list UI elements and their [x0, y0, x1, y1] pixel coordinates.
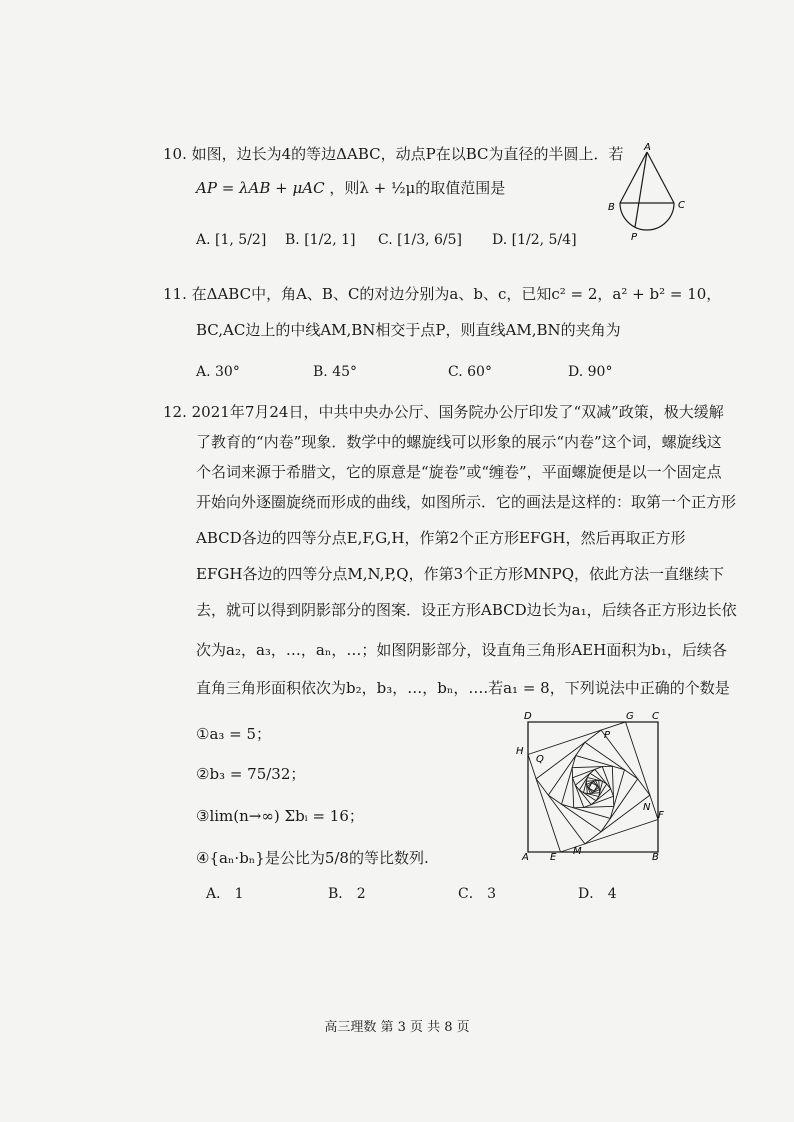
- q12-option-d-label: D．: [578, 886, 604, 902]
- q12-option-a: [206, 884, 244, 904]
- spiral-square: [548, 742, 637, 831]
- spiral-square: [579, 773, 606, 800]
- page-footer: 高三理数 第 3 页 共 8 页: [324, 1020, 470, 1035]
- q11-option-b-label: B.: [313, 364, 328, 380]
- q12-option-c: [458, 884, 496, 904]
- q10-fig-edge-ac: [647, 152, 674, 203]
- q10-fig-label-b: B: [608, 202, 615, 213]
- q10-option-c-value: [1/3, 6/5]: [397, 232, 463, 248]
- q11-option-a-label: A.: [196, 364, 211, 380]
- q12-option-c-value: 3: [487, 886, 497, 902]
- q11-option-c-label: C.: [448, 364, 463, 380]
- q12-fig-label-n: N: [643, 802, 651, 813]
- q12-statement-1: ①a₃ = 5；: [196, 725, 272, 743]
- spiral-square: [528, 722, 658, 852]
- q12-number: 12.: [163, 403, 187, 421]
- q11-option-c-value: 60°: [467, 364, 492, 380]
- q12-fig-label-f: F: [658, 810, 664, 821]
- q11-number: 11.: [163, 285, 187, 303]
- q12-fig-label-c: C: [652, 711, 659, 722]
- q11-option-a: [196, 362, 240, 382]
- q12-text-1: 2021年7月24日，中共中央办公厅、国务院办公厅印发了“双减”政策，极大缓解: [191, 403, 724, 421]
- q12-option-a-value: 1: [234, 886, 244, 902]
- q10-line1: [163, 144, 624, 164]
- q12-fig-label-e: E: [550, 852, 557, 863]
- q12-option-a-label: A．: [206, 886, 231, 902]
- q10-option-d-label: D.: [492, 232, 508, 248]
- q12-option-b-label: B．: [328, 886, 353, 902]
- q10-number: 10.: [163, 145, 187, 163]
- q10-option-a-label: A.: [196, 232, 211, 248]
- q11-option-b: [313, 362, 357, 382]
- q11-line1: [163, 284, 721, 304]
- q10-option-b: [285, 230, 355, 250]
- q10-option-b-label: B.: [285, 232, 300, 248]
- q12-fig-label-b: B: [652, 852, 659, 863]
- q12-text-8: 次为a₂，a₃，…，aₙ，…；如图阴影部分，设直角三角形AEH面积为b₁，后续各: [196, 641, 727, 659]
- q12-fig-label-h: H: [516, 746, 524, 757]
- q12-option-b: [328, 884, 366, 904]
- q10-option-c: [378, 230, 462, 250]
- q12-figure-spiral-squares: [512, 704, 672, 864]
- q12-fig-label-a: A: [522, 852, 529, 863]
- spiral-square: [573, 767, 614, 808]
- q10-option-d: [492, 230, 577, 250]
- spiral-square: [562, 756, 625, 819]
- q11-option-b-value: 45°: [332, 364, 358, 380]
- q10-fig-label-c: C: [678, 200, 685, 211]
- spiral-square: [587, 781, 600, 794]
- q12-text-4: 开始向外逐圈旋绕而形成的曲线，如图所示．它的画法是这样的：取第一个正方形: [196, 493, 737, 511]
- spiral-square: [528, 722, 658, 852]
- q12-text-7: 去，就可以得到阴影部分的图案．设正方形ABCD边长为a₁，后续各正方形边长依: [196, 601, 737, 619]
- q12-text-2: 了教育的“内卷”现象．数学中的螺旋线可以形象的展示“内卷”这个词，螺旋线这: [196, 433, 722, 451]
- q12-option-c-label: C．: [458, 886, 483, 902]
- q11-line2: [196, 320, 621, 340]
- q12-text-9: 直角三角形面积依次为b₂，b₃，…，bₙ，….若a₁ = 8，下列说法中正确的个数是: [196, 679, 730, 697]
- q12-text-3: 个名词来源于希腊文，它的原意是“旋卷”或“缠卷”，平面螺旋便是以一个固定点: [196, 463, 722, 481]
- q10-fig-label-a: A: [644, 142, 651, 153]
- q10-option-b-value: [1/2, 1]: [304, 232, 356, 248]
- q12-text-6: EFGH各边的四等分点M,N,P,Q，作第3个正方形MNPQ，依此方法一直继续下: [196, 565, 725, 583]
- spiral-square: [572, 766, 614, 808]
- q12-statement-2: ②b₃ = 75/32；: [196, 765, 306, 783]
- q10-option-d-value: [1/2, 5/4]: [511, 232, 577, 248]
- q10-fig-label-p: P: [631, 232, 638, 243]
- q11-option-d-value: 90°: [587, 364, 613, 380]
- q10-option-c-label: C.: [378, 232, 393, 248]
- q10-option-a: [196, 230, 266, 250]
- q12-fig-label-g: G: [626, 711, 634, 722]
- q12-statement-3: ③lim(n→∞) Σbᵢ = 16；: [196, 807, 364, 825]
- q12-fig-label-m: M: [573, 846, 582, 857]
- q11-option-a-value: 30°: [215, 364, 240, 380]
- q12-option-b-value: 2: [356, 886, 366, 902]
- q10-option-a-value: [1, 5/2]: [215, 232, 267, 248]
- q11-text-1: 在ΔABC中，角A、B、C的对边分别为a、b、c，已知c² = 2，a² + b² = 10，: [191, 285, 722, 303]
- q11-option-d: [568, 362, 612, 382]
- q10-text-2: ，则λ + ½μ的取值范围是: [329, 179, 506, 197]
- q12-line1: [163, 402, 724, 422]
- q12-statement-4: ④{aₙ·bₙ}是公比为5/8的等比数列.: [196, 849, 429, 867]
- q11-option-d-label: D.: [568, 364, 584, 380]
- q12-option-d-value: 4: [607, 886, 617, 902]
- q10-text-1: 如图，边长为4的等边ΔABC，动点P在以BC为直径的半圆上．若: [191, 145, 624, 163]
- q10-line2: [196, 178, 505, 198]
- q12-option-d: [578, 884, 617, 904]
- q12-fig-squares-group: [528, 722, 658, 852]
- q11-option-c: [448, 362, 492, 382]
- q12-fig-label-p: P: [604, 730, 611, 741]
- spiral-square: [536, 730, 650, 844]
- q10-figure-triangle: [600, 140, 695, 250]
- q11-text-2: BC,AC边上的中线AM,BN相交于点P，则直线AM,BN的夹角为: [196, 321, 621, 339]
- q12-fig-label-d: D: [524, 711, 532, 722]
- q10-vector-eq: AP = λAB + μAC: [196, 179, 325, 197]
- q12-text-5: ABCD各边的四等分点E,F,G,H，作第2个正方形EFGH，然后再取正方形: [196, 529, 686, 547]
- q10-fig-semicircle: [620, 203, 674, 230]
- q12-fig-label-q: Q: [536, 754, 544, 765]
